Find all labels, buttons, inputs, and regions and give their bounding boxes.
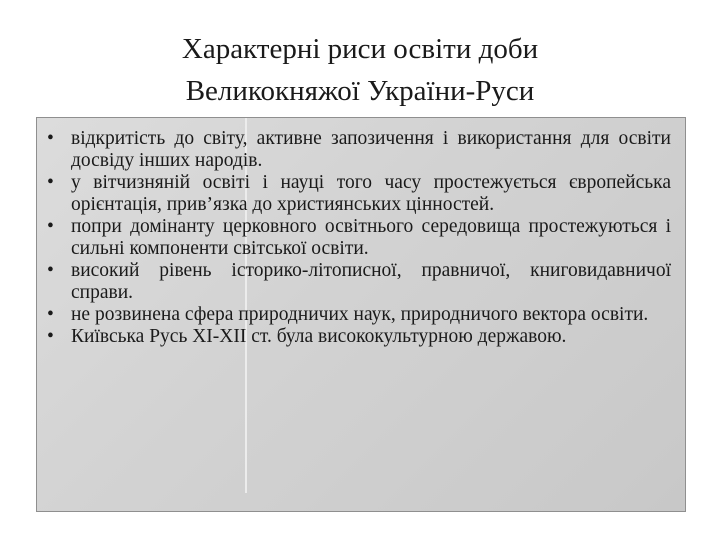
bullet-text: не розвинена сфера природничих наук, природничого вектора освіти. bbox=[71, 304, 649, 325]
title-line-1: Характерні риси освіти доби bbox=[181, 33, 539, 65]
list-item bbox=[37, 128, 687, 172]
list-item bbox=[37, 260, 687, 304]
bullet-text: високий рівень історико-літописної, правничої, книговидавничої справи. bbox=[71, 260, 671, 303]
title-line-2: Великокняжої України-Руси bbox=[185, 75, 535, 107]
bullet-text: Київська Русь XI-XII ст. була висококультурною державою. bbox=[71, 326, 567, 347]
slide-title bbox=[60, 28, 660, 112]
list-item bbox=[37, 216, 687, 260]
bullet-list bbox=[37, 128, 687, 348]
bullet-text: відкритість до світу, активне запозичення і використання для освіти досвіду інших народів. bbox=[71, 128, 671, 171]
bullet-dot-icon: • bbox=[47, 216, 54, 237]
bullet-dot-icon: • bbox=[47, 260, 54, 281]
content-box bbox=[36, 117, 686, 512]
bullet-text: у вітчизняній освіті і науці того часу простежується європейська орієнтація, прив’язка до християнських цінностей. bbox=[71, 172, 671, 215]
list-item bbox=[37, 326, 687, 348]
bullet-text: попри домінанту церковного освітнього середовища простежуються і сильні компоненти світської освіти. bbox=[71, 216, 671, 259]
bullet-dot-icon: • bbox=[47, 304, 54, 325]
list-item bbox=[37, 172, 687, 216]
bullet-dot-icon: • bbox=[47, 326, 54, 347]
bullet-dot-icon: • bbox=[47, 172, 54, 193]
list-item bbox=[37, 304, 687, 326]
bullet-dot-icon: • bbox=[47, 128, 54, 149]
